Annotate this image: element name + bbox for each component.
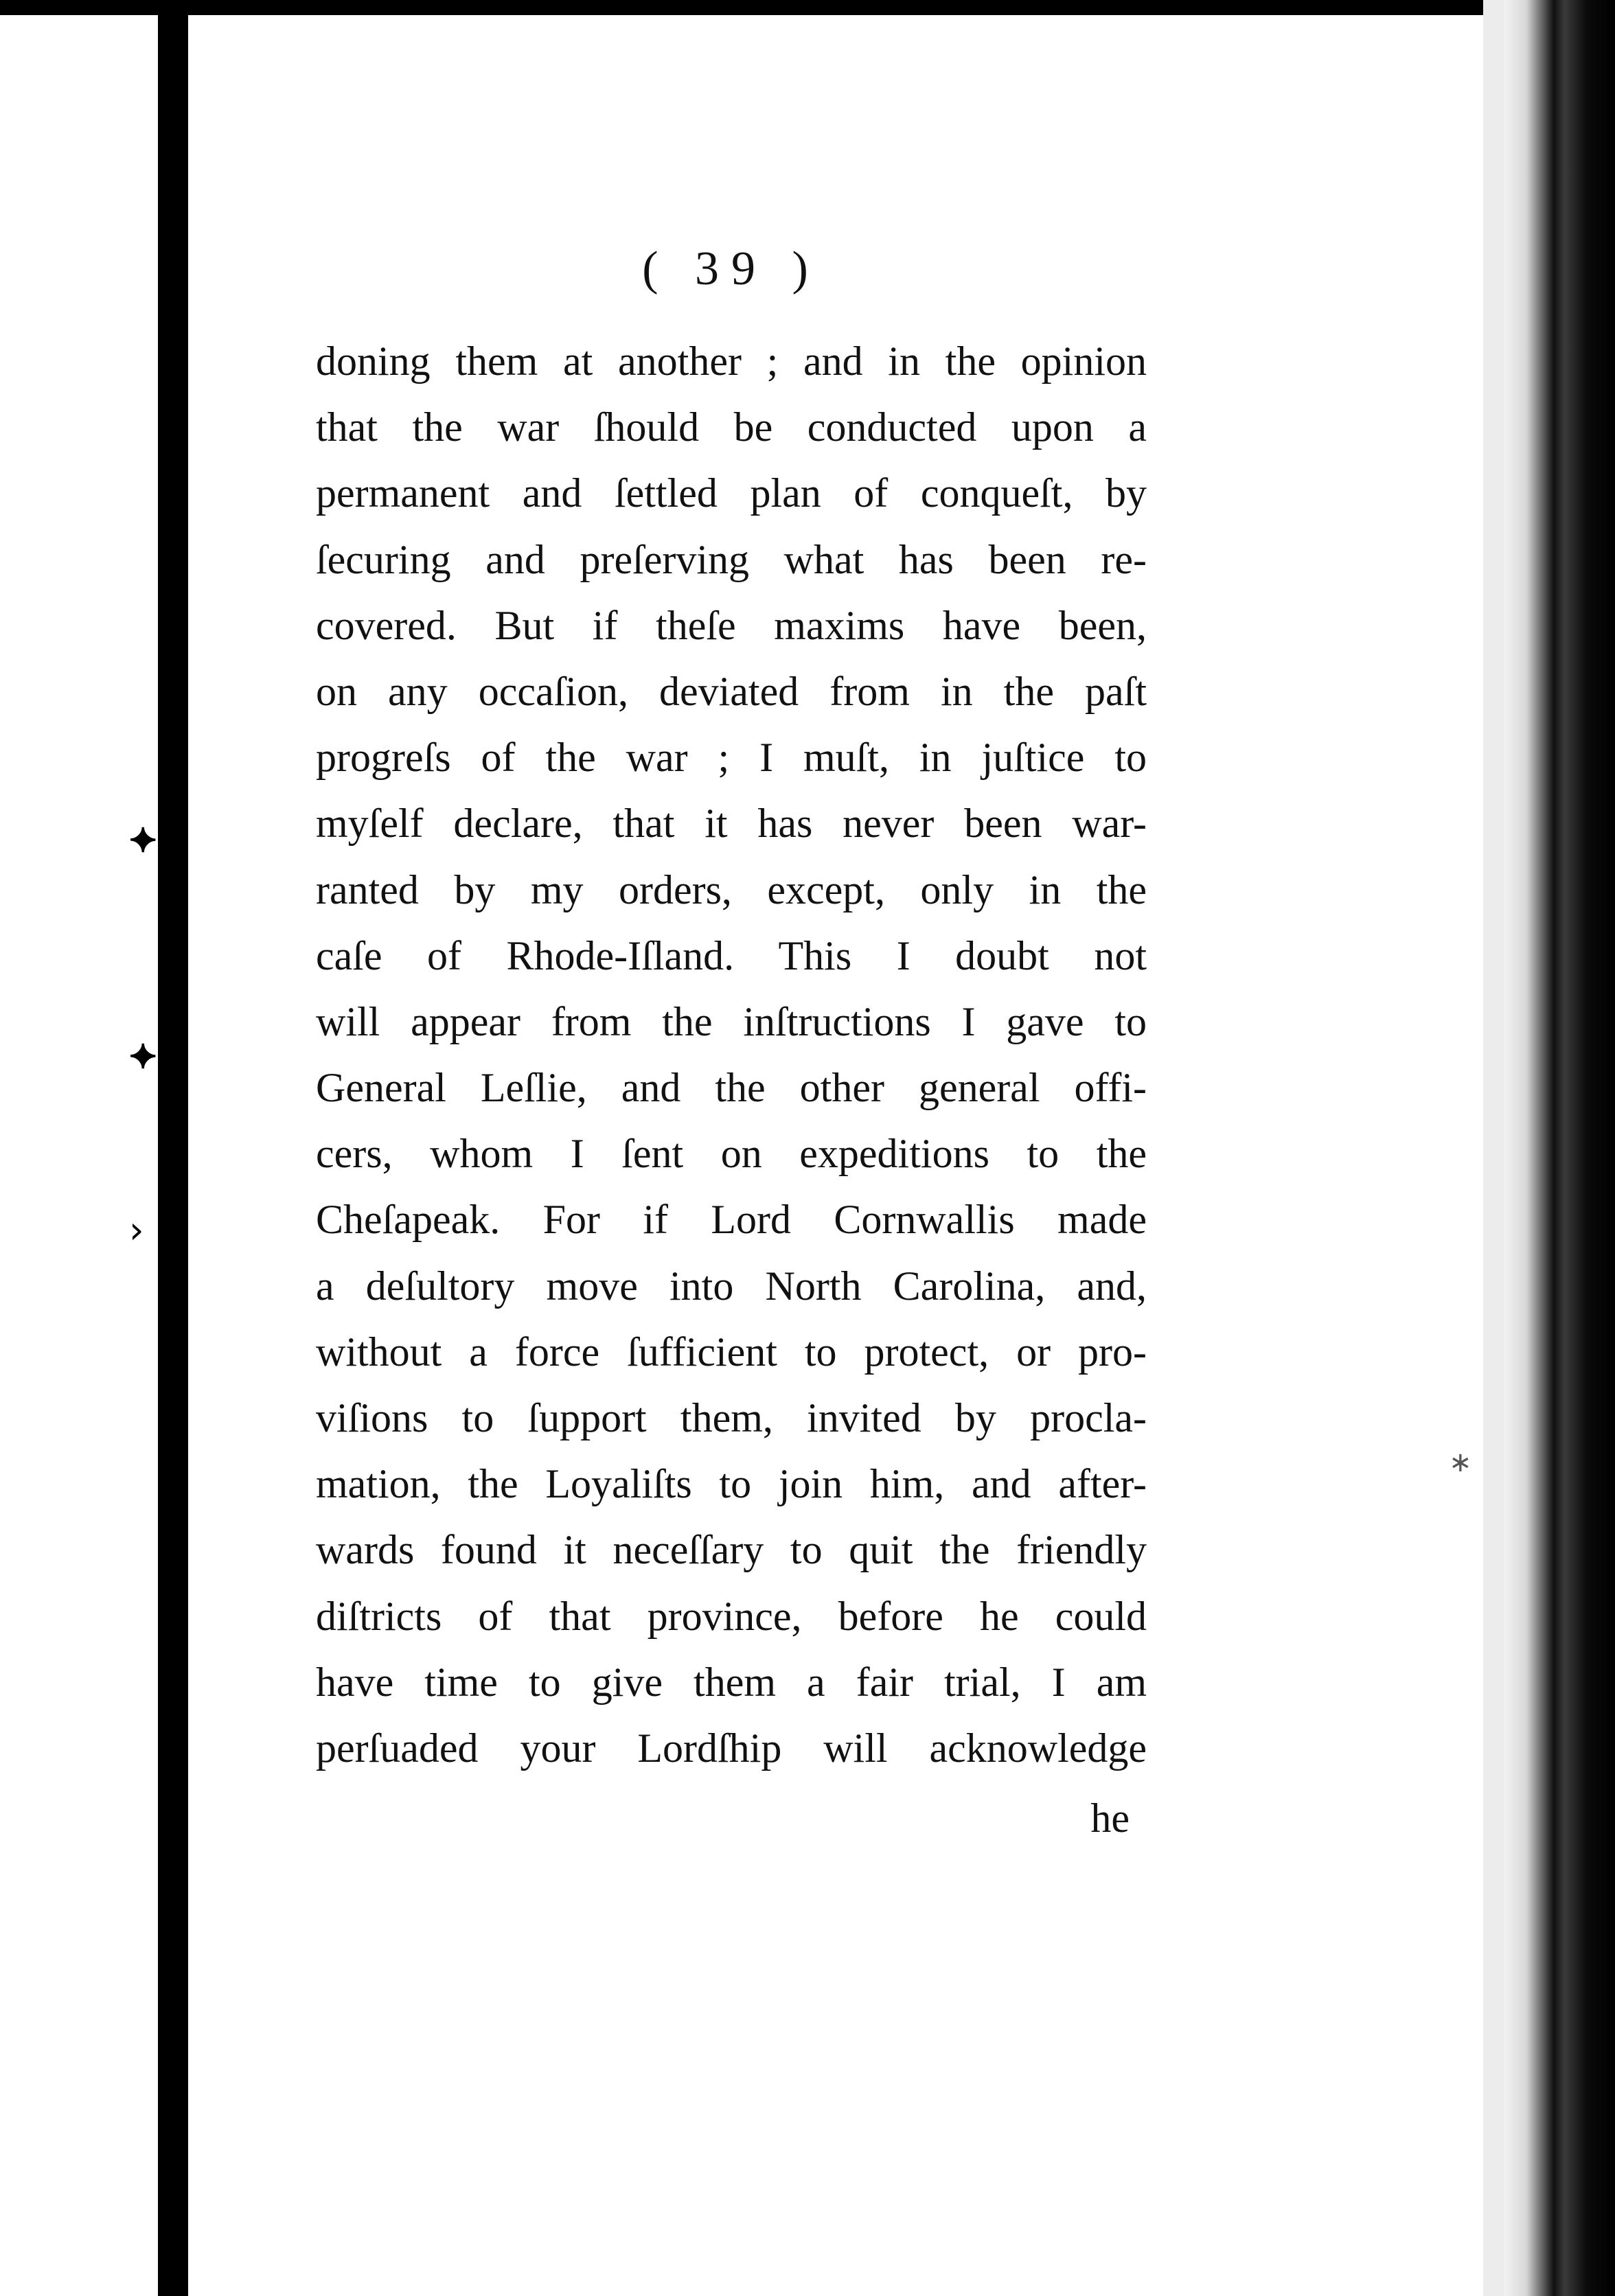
text-line: have time to give them a fair trial, I am (316, 1659, 1147, 1705)
page-number: ( 39 ) (642, 242, 821, 295)
binding-thread-mark: ⯌ (129, 1033, 159, 1077)
text-line: myſelf declare, that it has never been war- (316, 801, 1147, 847)
scan-top-border (0, 0, 1615, 15)
text-line: without a force ſufficient to protect, or pro- (316, 1329, 1147, 1375)
text-line: cers, whom I ſent on expeditions to the (316, 1131, 1147, 1177)
text-line: mation, the Loyaliſts to join him, and after- (316, 1461, 1147, 1507)
binding-thread-mark: ⯌ (129, 817, 159, 860)
text-line: wards found it neceſſary to quit the friendly (316, 1527, 1147, 1573)
paper-blemish-mark: ∗ (1449, 1447, 1472, 1478)
catchword: he (1090, 1795, 1130, 1841)
text-line: will appear from the inſtructions I gave to (316, 998, 1147, 1044)
text-line: covered. But if theſe maxims have been, (316, 602, 1147, 648)
binding-gutter (158, 0, 188, 2296)
text-line: caſe of Rhode-Iſland. This I doubt not (316, 932, 1147, 978)
text-line: diſtricts of that province, before he could (316, 1593, 1147, 1639)
text-line: ranted by my orders, except, only in the (316, 866, 1147, 912)
text-line: a deſultory move into North Carolina, and, (316, 1263, 1147, 1309)
text-line: viſions to ſupport them, invited by procla- (316, 1395, 1147, 1440)
text-line: ſecuring and preſerving what has been re- (316, 536, 1147, 582)
text-line: that the war ſhould be conducted upon a (316, 404, 1147, 450)
text-line: General Leſlie, and the other general offi- (316, 1065, 1147, 1111)
text-line: Cheſapeak. For if Lord Cornwallis made (316, 1197, 1147, 1243)
book-edge-shadow (1504, 0, 1615, 2296)
binding-thread-mark: › (129, 1208, 144, 1252)
text-line: progreſs of the war ; I muſt, in juſtice to (316, 735, 1147, 781)
text-line: permanent and ſettled plan of conqueſt, by (316, 470, 1147, 516)
text-line: on any occaſion, deviated from in the paſt (316, 668, 1147, 714)
text-line: perſuaded your Lordſhip will acknowledge (316, 1725, 1147, 1771)
facing-page-edge (0, 0, 158, 2296)
text-line: doning them at another ; and in the opinion (316, 338, 1147, 384)
body-text (316, 328, 1147, 1781)
